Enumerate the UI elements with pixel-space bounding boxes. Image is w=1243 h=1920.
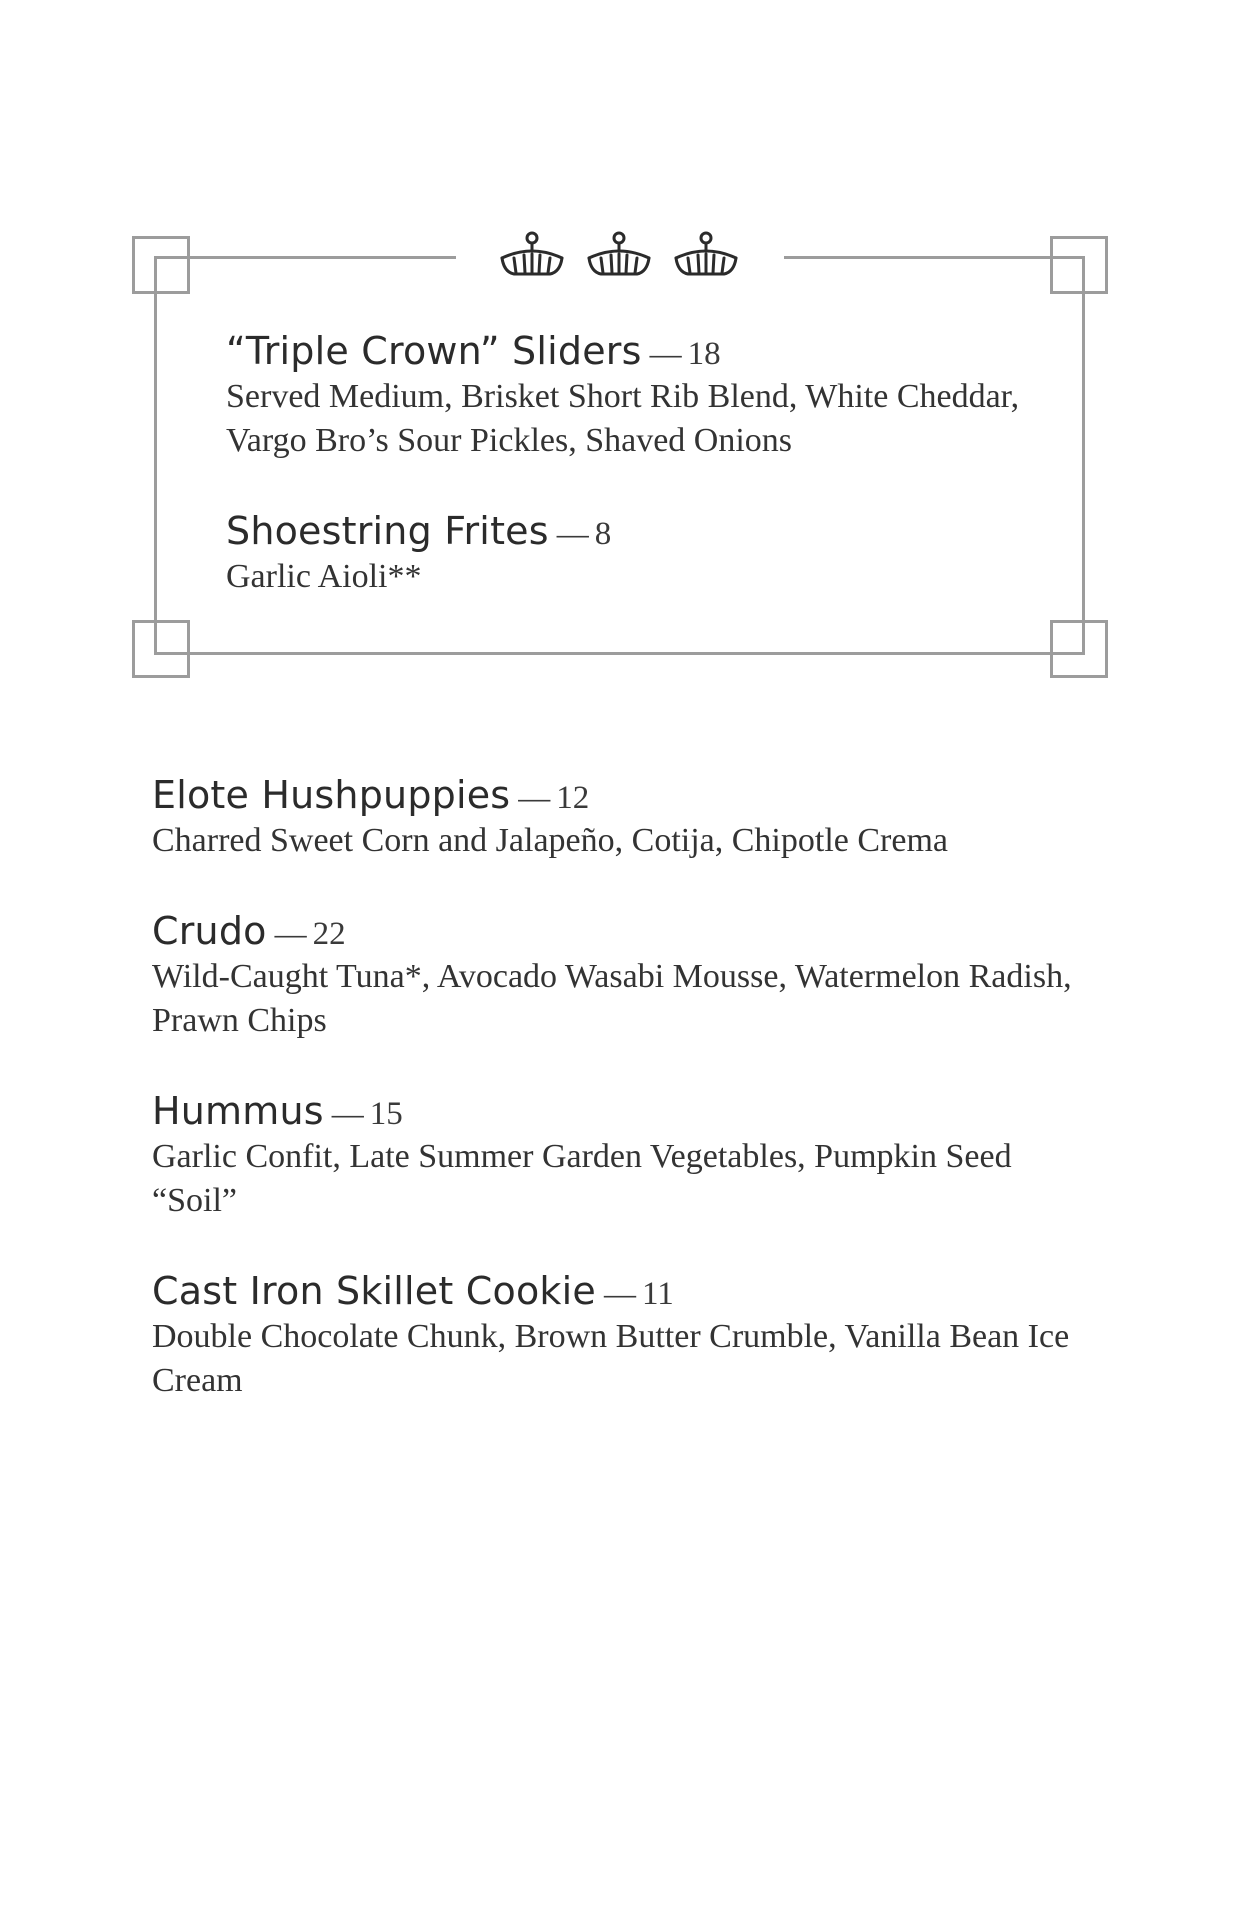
item-description: Wild-Caught Tuna*, Avocado Wasabi Mousse, Watermelon Radish, Prawn Chips (152, 958, 1072, 1039)
item-title-line (152, 773, 1082, 817)
item-price: 18 (687, 336, 721, 372)
frame-corner-bottom-right (1050, 620, 1108, 678)
item-title-line (152, 909, 1082, 953)
item-description: Served Medium, Brisket Short Rib Blend, White Cheddar, Vargo Bro’s Sour Pickles, Shaved Onions (226, 378, 1020, 459)
frame-bottom-rule (156, 652, 1084, 655)
item-dash: — (518, 779, 551, 815)
item-title-line (152, 1089, 1082, 1133)
item-price: 22 (312, 916, 346, 952)
crown-ornament-icon (494, 228, 744, 288)
item-name: Elote Hushpuppies (152, 773, 511, 817)
item-description: Garlic Aioli** (226, 558, 422, 595)
menu-item-skillet-cookie (152, 1269, 1082, 1403)
item-price: 15 (369, 1096, 403, 1132)
item-name: Cast Iron Skillet Cookie (152, 1269, 596, 1313)
featured-item-frites (226, 509, 1046, 599)
item-name: Crudo (152, 909, 267, 953)
frame-corner-bottom-left (132, 620, 190, 678)
crown-icon-3 (676, 233, 736, 274)
item-price: 8 (594, 516, 612, 552)
frame-left-rule (154, 256, 157, 655)
item-dash: — (274, 915, 307, 951)
item-dash: — (649, 335, 682, 371)
item-title-line (152, 1269, 1082, 1313)
frame-top-right-rule (784, 256, 1084, 259)
item-dash: — (603, 1275, 636, 1311)
frame-corner-top-right (1050, 236, 1108, 294)
item-name: Shoestring Frites (226, 509, 549, 553)
item-name: Hummus (152, 1089, 324, 1133)
item-dash: — (556, 515, 589, 551)
item-description: Double Chocolate Chunk, Brown Butter Crumble, Vanilla Bean Ice Cream (152, 1318, 1070, 1399)
frame-corner-top-left (132, 236, 190, 294)
frame-top-left-rule (156, 256, 456, 259)
menu-item-elote-hushpuppies (152, 773, 1082, 863)
menu-item-crudo (152, 909, 1082, 1043)
item-description: Garlic Confit, Late Summer Garden Vegetables, Pumpkin Seed “Soil” (152, 1138, 1012, 1219)
crown-icon-2 (589, 233, 649, 274)
item-title-line (226, 509, 1046, 553)
item-description: Charred Sweet Corn and Jalapeño, Cotija, Chipotle Crema (152, 822, 948, 859)
crown-icon-1 (502, 233, 562, 274)
frame-right-rule (1082, 256, 1085, 655)
item-title-line (226, 329, 1046, 373)
item-price: 11 (641, 1276, 674, 1312)
item-name: “Triple Crown” Sliders (226, 329, 642, 373)
featured-item-sliders (226, 329, 1046, 463)
menu-item-hummus (152, 1089, 1082, 1223)
item-dash: — (331, 1095, 364, 1131)
item-price: 12 (556, 780, 590, 816)
